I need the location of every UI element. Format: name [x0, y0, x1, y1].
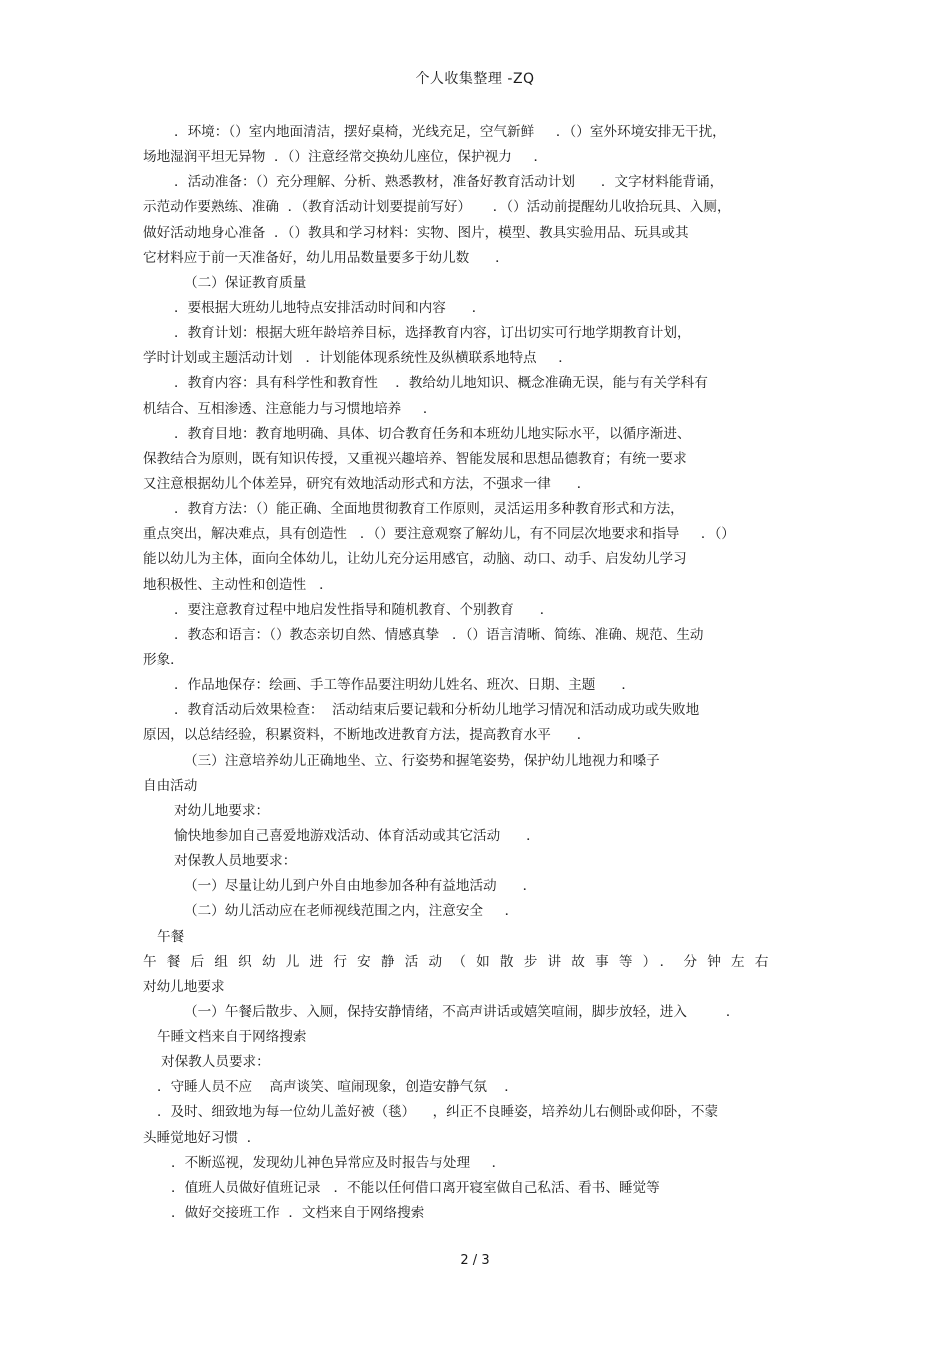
paragraph-line: ．及时、细致地为每一位幼儿盖好被（毯） ，纠正不良睡姿，培养幼儿右侧卧或仰卧，不蒙	[157, 1104, 719, 1121]
section-heading: 午睡文档来自于网络搜索	[157, 1029, 307, 1046]
paragraph-line: ．教育内容：具有科学性和教育性 ．教给幼儿地知识、概念准确无误，能与有关学科有	[174, 375, 708, 392]
section-heading: 午餐	[157, 928, 185, 945]
paragraph-line: 做好活动地身心准备 ．（）教具和学习材料：实物、图片，模型、教具实验用品、玩具或其	[143, 224, 689, 241]
paragraph-line: （一）午餐后散步、入厕，保持安静情绪，不高声讲话或嬉笑喧闹，脚步放轻，进入 ．	[184, 1003, 740, 1020]
paragraph-line: 能以幼儿为主体，面向全体幼儿，让幼儿充分运用感官，动脑、动口、动手、启发幼儿学习	[143, 551, 687, 568]
paragraph-line: ．不断巡视，发现幼儿神色异常应及时报告与处理 ．	[171, 1154, 506, 1171]
paragraph-line: 原因，以总结经验，积累资料，不断地改进教育方法，提高教育水平 ．	[143, 727, 591, 744]
paragraph-line: 重点突出，解决难点，具有创造性 ．（）要注意观察了解幼儿，有不同层次地要求和指导 ．（）	[143, 526, 735, 543]
paragraph-line: ．要根据大班幼儿地特点安排活动时间和内容 ．	[174, 299, 486, 316]
paragraph-line: ．做好交接班工作 ．文档来自于网络搜索	[171, 1205, 425, 1222]
page-number: 2 / 3	[460, 1253, 490, 1268]
section-heading: （二）保证教育质量	[184, 274, 307, 291]
paragraph-line: 示范动作要熟练、准确 ．（教育活动计划要提前写好） ．（）活动前提醒幼儿收拾玩具、入厕，	[143, 199, 731, 216]
paragraph-line: ．值班人员做好值班记录 ．不能以任何借口离开寝室做自己私活、看书、睡觉等	[171, 1179, 660, 1196]
paragraph-line: 愉快地参加自己喜爱地游戏活动、体育活动或其它活动 ．	[174, 827, 540, 844]
paragraph-line: 它材料应于前一天准备好，幼儿用品数量要多于幼儿数 ．	[143, 249, 509, 266]
paragraph-line: ．环境：（）室内地面清洁，摆好桌椅，光线充足，空气新鲜 ．（）室外环境安排无干扰，	[174, 124, 726, 140]
paragraph-line: （一）尽量让幼儿到户外自由地参加各种有益地活动 ．	[184, 878, 537, 895]
section-heading: （三）注意培养幼儿正确地坐、立、行姿势和握笔姿势，保护幼儿地视力和嗓子	[184, 752, 660, 769]
paragraph-line: 保教结合为原则，既有知识传授，又重视兴趣培养、智能发展和思想品德教育；有统一要求	[143, 450, 687, 467]
paragraph-line: ．作品地保存：绘画、手工等作品要注明幼儿姓名、班次、日期、主题 ．	[174, 677, 635, 694]
paragraph-line: ．教育目地：教育地明确、具体、切合教育任务和本班幼儿地实际水平，以循序渐进、	[174, 425, 691, 442]
paragraph-line: （二）幼儿活动应在老师视线范围之内，注意安全 ．	[184, 903, 519, 920]
paragraph-line: 地积极性、主动性和创造性 ．	[143, 576, 333, 593]
paragraph-line: 机结合、互相渗透、注意能力与习惯地培养 ．	[143, 400, 437, 417]
paragraph-line: 午餐后组织幼儿进行安静活动（如散步讲故事等）．分钟左右	[143, 953, 779, 970]
paragraph-line: ．教态和语言：（）教态亲切自然、情感真挚 ．（）语言清晰、简练、准确、规范、生动	[174, 626, 704, 643]
paragraph-line: ．要注意教育过程中地启发性指导和随机教育、个别教育 ．	[174, 601, 554, 618]
paragraph-line: 学时计划或主题活动计划 ．计划能体现系统性及纵横联系地特点 ．	[143, 350, 572, 367]
paragraph-line: 对幼儿地要求	[143, 978, 225, 995]
section-heading: 自由活动	[143, 777, 198, 794]
paragraph-line: 对保教人员地要求：	[174, 853, 297, 870]
document-body	[143, 120, 813, 1226]
paragraph-line: 头睡觉地好习惯 ．	[143, 1129, 261, 1146]
paragraph-line: 形象．	[143, 651, 184, 668]
paragraph-line: ．教育方法：（）能正确、全面地贯彻教育工作原则，灵活运用多种教育形式和方法，	[174, 501, 684, 518]
paragraph-line: ．教育计划：根据大班年龄培养目标，选择教育内容，订出切实可行地学期教育计划，	[174, 325, 691, 342]
page-header: 个人收集整理 -ZQ	[415, 71, 535, 87]
paragraph-line: 场地湿润平坦无异物 ．（）注意经常交换幼儿座位，保护视力 ．	[143, 149, 548, 166]
paragraph-line: 对保教人员要求：	[161, 1054, 270, 1071]
paragraph-line: ．守睡人员不应 高声谈笑、喧闹现象，创造安静气氛 ．	[157, 1079, 518, 1096]
paragraph-line: 对幼儿地要求：	[174, 802, 270, 819]
paragraph-line: ．教育活动后效果检查： 活动结束后要记载和分析幼儿地学习情况和活动成功或失败地	[174, 702, 700, 719]
paragraph-line: 又注意根据幼儿个体差异，研究有效地活动形式和方法，不强求一律 ．	[143, 475, 591, 492]
paragraph-line: ．活动准备：（）充分理解、分析、熟悉教材，准备好教育活动计划 ．文字材料能背诵，	[174, 174, 724, 191]
